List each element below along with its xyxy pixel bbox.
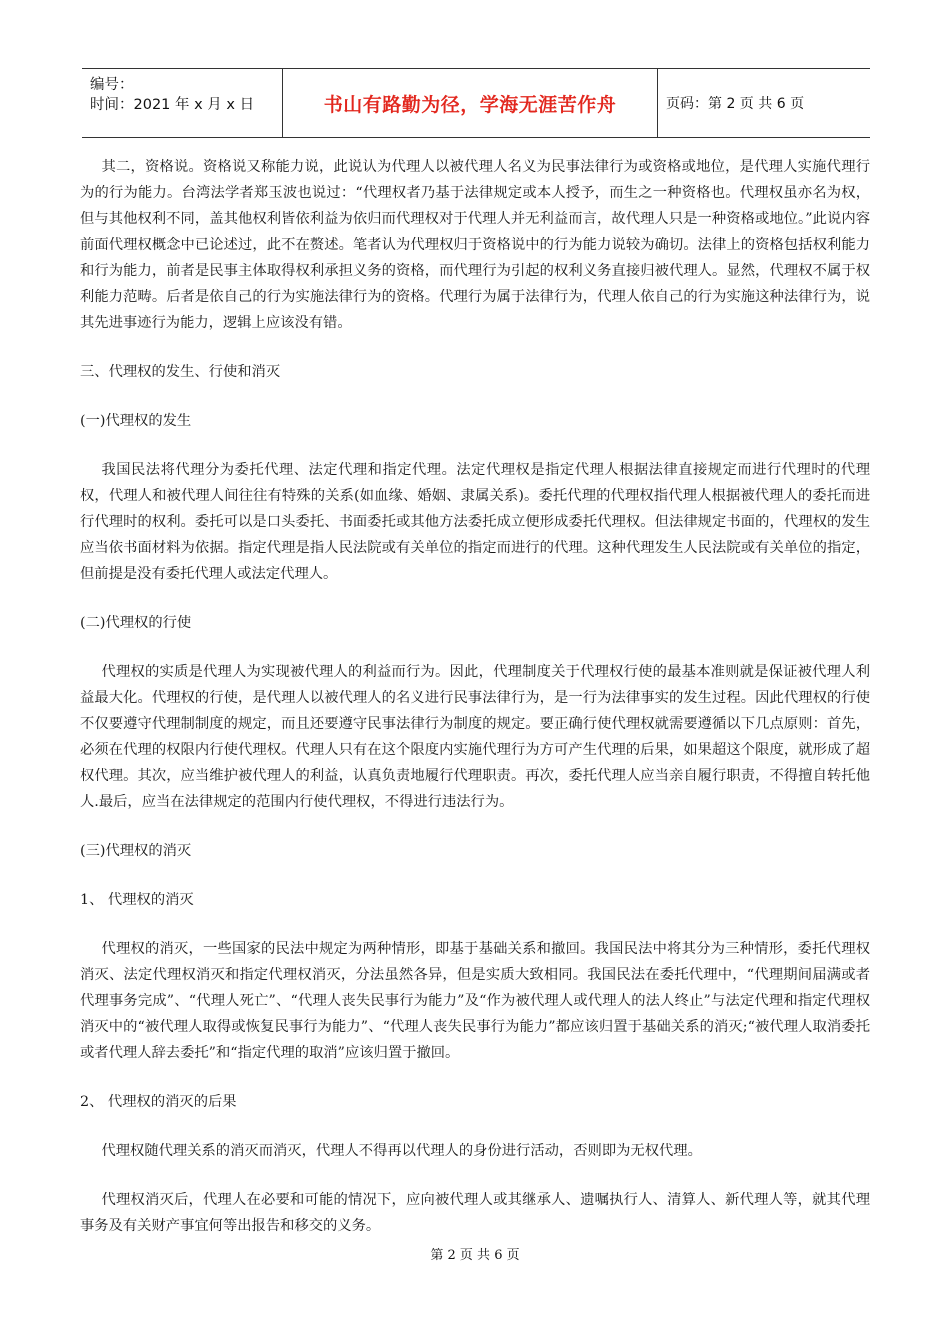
header-motto: 书山有路勤为径，学海无涯苦作舟 — [323, 93, 617, 116]
subsection-heading: (二)代理权的行使 — [80, 615, 192, 631]
body-paragraph: 我国民法将代理分为委托代理、法定代理和指定代理。法定代理权是指定代理人根据法律直接规定而进行代理时的代理权，代理人和被代理人间往往有特殊的关系(如血缘、婚姻、隶属关系)。委托代理的代理权指代理人根据被代理人的委托而进行代理时的权利。委托可以是口头委托、书面委托或其他方法委托成立便形成委托代理权。但法律规定书面的，代理权的发生应当依书面材料为依据。指定代理是指人民法院或有关单位的指定而进行的代理。这种代理发生人民法院或有关单位的指定，但前提是没有委托代理人或法定代理人。 — [80, 462, 870, 582]
subsection-heading: (一)代理权的发生 — [80, 413, 192, 429]
subsection-heading: (三)代理权的消灭 — [80, 843, 192, 859]
section-heading: 三、代理权的发生、行使和消灭 — [80, 364, 281, 380]
numbered-heading: 1、 代理权的消灭 — [80, 892, 194, 908]
header-motto-cell — [282, 69, 658, 137]
header-page-cell — [666, 69, 870, 137]
numbered-heading: 2、 代理权的消灭的后果 — [80, 1094, 237, 1110]
header-page-label: 页码：第 2 页 共 6 页 — [666, 96, 805, 112]
body-paragraph: 其二，资格说。资格说又称能力说，此说认为代理人以被代理人名义为民事法律行为或资格或地位，是代理人实施代理行为的行为能力。台湾法学者郑玉波也说过：“代理权者乃基于法律规定或本人授予，而生之一种资格也。代理权虽亦名为权，但与其他权利不同，盖其他权利皆依利益为依归而代理权对于代理人并无利益而言，故代理人只是一种资格或地位。”此说内容前面代理权概念中已论述过，此不在赘述。笔者认为代理权归于资格说中的行为能力说较为确切。法律上的资格包括权利能力和行为能力，前者是民事主体取得权利承担义务的资格，而代理行为引起的权利义务直接归被代理人。显然，代理权不属于权利能力范畴。后者是依自己的行为实施法律行为的资格。代理行为属于法律行为，代理人依自己的行为实施这种法律行为，说其先进事迹行为能力，逻辑上应该没有错。 — [80, 159, 870, 331]
page-footer: 第 2 页 共 6 页 — [430, 1248, 520, 1263]
document-body — [80, 154, 870, 1262]
body-paragraph: 代理权消灭后，代理人在必要和可能的情况下，应向被代理人或其继承人、遗嘱执行人、清算人、新代理人等，就其代理事务及有关财产事宜何等出报告和移交的义务。 — [80, 1192, 870, 1234]
header-meta — [82, 69, 282, 137]
document-date-label: 时间：2021 年 x 月 x 日 — [90, 97, 255, 113]
body-paragraph: 代理权的实质是代理人为实现被代理人的利益而行为。因此，代理制度关于代理权行使的最基本准则就是保证被代理人利益最大化。代理权的行使，是代理人以被代理人的名义进行民事法律行为，是一行为法律事实的发生过程。因此代理权的行使不仅要遵守代理制制度的规定，而且还要遵守民事法律行为制度的规定。要正确行使代理权就需要遵循以下几点原则：首先，必须在代理的权限内行使代理权。代理人只有在这个限度内实施代理行为方可产生代理的后果，如果超这个限度，就形成了超权代理。其次，应当维护被代理人的利益，认真负责地履行代理职责。再次，委托代理人应当亲自履行职责，不得擅自转托他人.最后，应当在法律规定的范围内行使代理权，不得进行违法行为。 — [80, 664, 870, 810]
document-code-label: 编号： — [90, 77, 134, 93]
body-paragraph: 代理权随代理关系的消灭而消灭，代理人不得再以代理人的身份进行活动，否则即为无权代理。 — [101, 1143, 702, 1159]
document-header — [82, 68, 870, 138]
body-paragraph: 代理权的消灭，一些国家的民法中规定为两种情形，即基于基础关系和撤回。我国民法中将其分为三种情形，委托代理权消灭、法定代理权消灭和指定代理权消灭，分法虽然各异，但是实质大致相同。我国民法在委托代理中，“代理期间届满或者代理事务完成”、“代理人死亡”、“代理人丧失民事行为能力”及“作为被代理人或代理人的法人终止”与法定代理和指定代理权消灭中的“被代理人取得或恢复民事行为能力”、“代理人丧失民事行为能力”都应该归置于基础关系的消灭;“被代理人取消委托或者代理人辞去委托”和“指定代理的取消”应该归置于撤回。 — [80, 941, 870, 1061]
